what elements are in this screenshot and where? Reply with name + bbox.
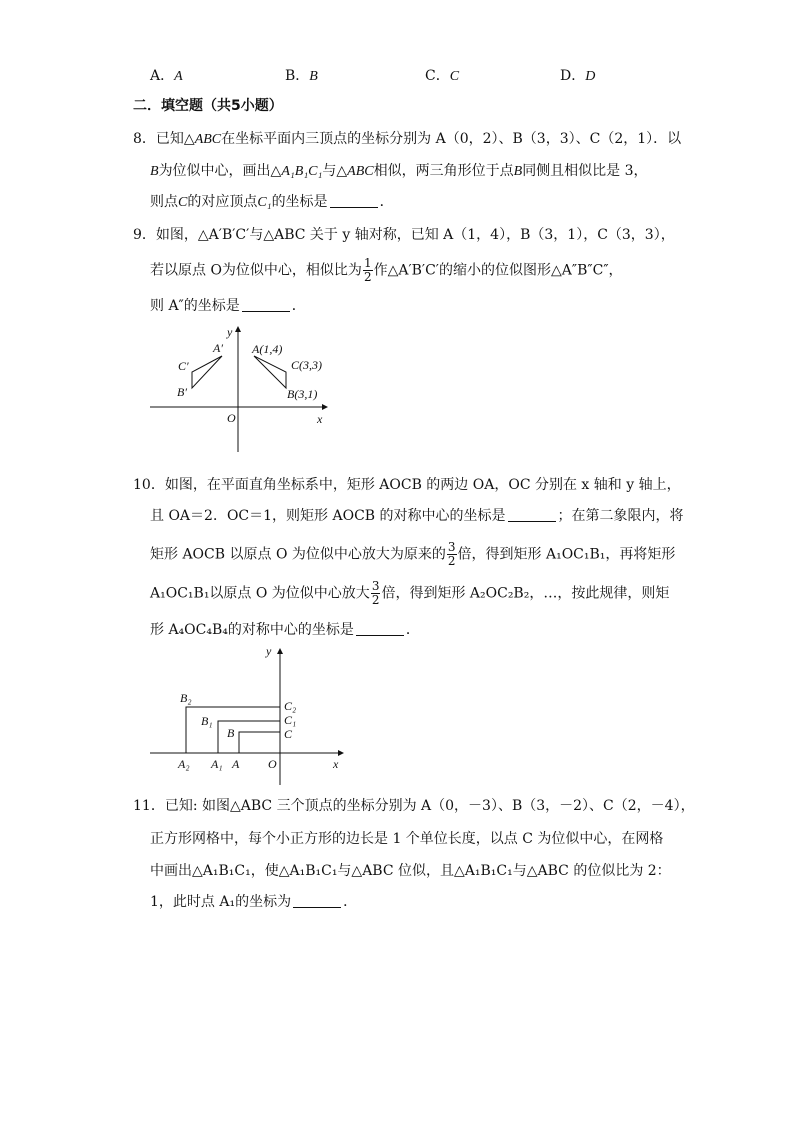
q11-line-4: 1，此时点 A₁的坐标为 ． — [150, 894, 358, 910]
label-c2: C₂ — [284, 699, 297, 713]
q11-line-3: 中画出△A₁B₁C₁，使△A₁B₁C₁与△ABC 位似，且△A₁B₁C₁与△ABC 的位似比为 2： — [150, 863, 671, 879]
label-a2: A₂ — [178, 757, 190, 771]
q8-line-2: B为位似中心，画出△A₁B₁C₁与△ABC相似，两三角形位于点B同侧且相似比是 3， — [150, 163, 648, 179]
q11-line-1: 11．已知: 如图△ABC 三个顶点的坐标分别为 A（0，－3）、B（3，－2）、C（2，－4）， — [133, 798, 695, 814]
q11-line-2: 正方形网格中，每个小正方形的边长是 1 个单位长度，以点 C 为位似中心，在网格 — [150, 831, 664, 847]
section-heading: 二．填空题（共5小题） — [133, 98, 283, 114]
label-c: C(3,3) — [291, 358, 322, 372]
fraction-three-halves: $\frac{3}{2}$ — [371, 579, 380, 607]
label-b-prime: B′ — [177, 385, 187, 399]
q10-line-3: 矩形 AOCB 以原点 O 为位似中心放大为原来的 $\frac{3}{2}$ 倍，得到矩形 A₁OC₁B₁，再将矩形 — [150, 540, 676, 568]
q9-line-1: 9．如图，△A′B′C′与△ABC 关于 y 轴对称，已知 A（1，4），B（3，1），C（3，3）， — [133, 227, 675, 243]
label-b: B(3,1) — [287, 387, 318, 401]
q9-line-2: 若以原点 O为位似中心，相似比为 $\frac{1}{2}$ 作△A′B′C′的缩小的位似图形△A″B″C″， — [150, 256, 623, 284]
origin-label: O — [227, 411, 236, 425]
option-d: D．D — [560, 68, 596, 84]
x-axis-label: x — [333, 757, 339, 771]
label-c1: C₁ — [284, 713, 297, 727]
q10-line-5: 形 A₄OC₄B₄的对称中心的坐标是 ． — [150, 622, 420, 638]
label-a: A(1,4) — [252, 342, 283, 356]
label-c: C — [284, 727, 293, 741]
fraction-three-halves: $\frac{3}{2}$ — [447, 540, 456, 568]
q10-line-1: 10．如图，在平面直角坐标系中，矩形 AOCB 的两边 OA，OC 分别在 x 轴和 y 轴上， — [133, 477, 681, 493]
label-b: B — [227, 726, 235, 740]
option-c: C．C — [425, 68, 460, 84]
label-a1: A₁ — [211, 757, 223, 771]
option-a: A．A — [150, 68, 183, 84]
q8-line-3: 则点C的对应顶点C₁的坐标是 ． — [150, 194, 394, 210]
y-axis-label: y — [266, 644, 272, 658]
option-b: B．B — [285, 68, 318, 84]
label-a-prime: A′ — [213, 341, 223, 355]
fraction-one-half: $\frac{1}{2}$ — [363, 256, 372, 284]
q10-line-4: A₁OC₁B₁以原点 O 为位似中心放大 $\frac{3}{2}$ 倍，得到矩形 A₂OC₂B₂，…，按此规律，则矩 — [150, 579, 670, 607]
label-a: A — [232, 757, 240, 771]
label-b2: B₂ — [180, 691, 192, 705]
rect-aocb — [239, 732, 280, 753]
q8-line-1: 8．已知△ABC在坐标平面内三顶点的坐标分别为 A（0，2）、B（3，3）、C（2，1）．以 — [133, 131, 682, 147]
q9-line-3: 则 A″的坐标是 ． — [150, 298, 306, 314]
origin-label: O — [268, 757, 277, 771]
q10-line-2: 且 OA＝2．OC＝1，则矩形 AOCB 的对称中心的坐标是 ；在第二象限内，将 — [150, 508, 684, 524]
label-c-prime: C′ — [178, 359, 189, 373]
x-axis-label: x — [317, 412, 323, 426]
label-b1: B₁ — [201, 714, 213, 728]
y-axis-label: y — [227, 325, 233, 339]
answer-blank[interactable] — [293, 893, 341, 908]
